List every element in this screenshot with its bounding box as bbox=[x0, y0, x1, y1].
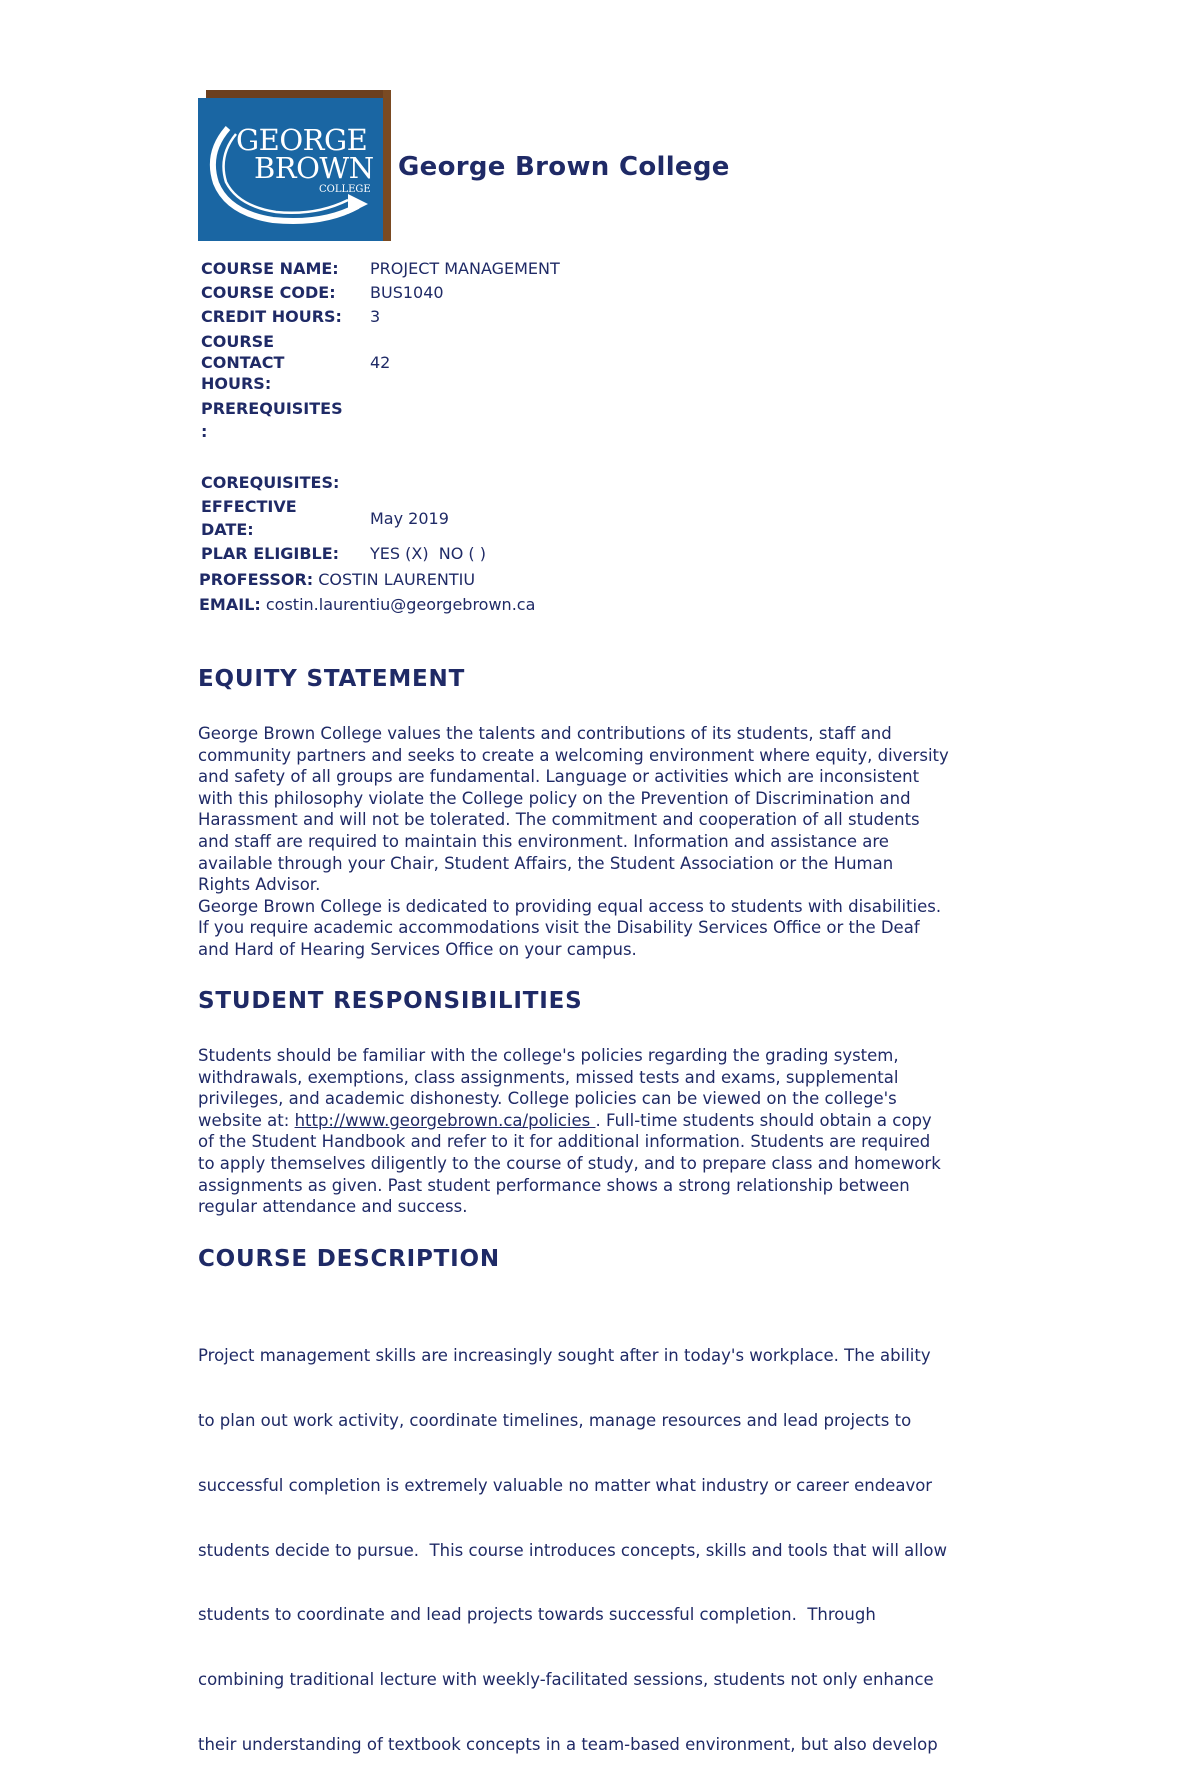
logo-shadow-top bbox=[206, 90, 391, 98]
email-label: EMAIL: bbox=[199, 595, 261, 614]
responsibilities-line4-prefix: website at: bbox=[198, 1110, 295, 1130]
prerequisites-label-line1: PREREQUISITES bbox=[201, 399, 343, 418]
equity-line: Rights Advisor. bbox=[198, 875, 321, 895]
course-code-value: BUS1040 bbox=[370, 283, 444, 302]
responsibilities-line: of the Student Handbook and refer to it for additional information. Students are required bbox=[198, 1132, 931, 1152]
corequisites-label: COREQUISITES: bbox=[201, 473, 340, 492]
equity-line: Harassment and will not be tolerated. The commitment and cooperation of all students bbox=[198, 810, 920, 830]
course-description-heading: COURSE DESCRIPTION bbox=[198, 1246, 500, 1272]
policies-link[interactable]: http://www.georgebrown.ca/policies bbox=[294, 1110, 596, 1130]
professor-value: COSTIN LAURENTIU bbox=[318, 570, 476, 589]
contact-hours-label-line2: CONTACT bbox=[201, 353, 285, 372]
credit-hours-label: CREDIT HOURS: bbox=[201, 307, 342, 326]
equity-line: If you require academic accommodations visit the Disability Services Office or the Deaf bbox=[198, 918, 920, 938]
description-line: successful completion is extremely valuable no matter what industry or career endeavor bbox=[198, 1475, 933, 1495]
logo-text-george: GEORGE bbox=[236, 123, 368, 157]
email-row bbox=[199, 594, 535, 615]
equity-line: George Brown College values the talents and contributions of its students, staff and bbox=[198, 724, 892, 743]
description-line: their understanding of textbook concepts in a team-based environment, but also develop bbox=[198, 1734, 938, 1754]
credit-hours-value: 3 bbox=[370, 307, 381, 326]
responsibilities-line: Students should be familiar with the college's policies regarding the grading system, bbox=[198, 1046, 899, 1065]
description-line: to plan out work activity, coordinate timelines, manage resources and lead projects to bbox=[198, 1410, 912, 1430]
responsibilities-line4-suffix: . Full-time students should obtain a copy bbox=[595, 1110, 932, 1130]
professor-row bbox=[199, 569, 475, 590]
description-line: students decide to pursue. This course introduces concepts, skills and tools that will allow bbox=[198, 1540, 948, 1560]
plar-eligible-label: PLAR ELIGIBLE: bbox=[201, 544, 340, 563]
responsibilities-line: to apply themselves diligently to the course of study, and to prepare class and homework bbox=[198, 1153, 941, 1173]
responsibilities-line: assignments as given. Past student performance shows a strong relationship between bbox=[198, 1175, 910, 1195]
professor-label: PROFESSOR: bbox=[199, 570, 314, 589]
equity-line: and Hard of Hearing Services Office on your campus. bbox=[198, 939, 637, 959]
description-line: students to coordinate and lead projects towards successful completion. Through bbox=[198, 1605, 876, 1625]
description-line: combining traditional lecture with weekly-facilitated sessions, students not only enhance bbox=[198, 1670, 934, 1690]
logo-box bbox=[198, 98, 383, 241]
student-responsibilities-body bbox=[198, 1045, 1018, 1218]
logo-shadow-right bbox=[383, 90, 391, 241]
logo-text-brown: BROWN bbox=[254, 151, 374, 185]
equity-statement-heading: EQUITY STATEMENT bbox=[198, 666, 466, 692]
equity-line: with this philosophy violate the College policy on the Prevention of Discrimination and bbox=[198, 788, 911, 808]
effective-date-label-line1: EFFECTIVE bbox=[201, 497, 297, 516]
equity-line: George Brown College is dedicated to providing equal access to students with disabilities. bbox=[198, 896, 942, 916]
responsibilities-line: regular attendance and success. bbox=[198, 1197, 468, 1217]
equity-statement-body bbox=[198, 723, 1018, 961]
contact-hours-value: 42 bbox=[370, 353, 391, 372]
equity-line: and staff are required to maintain this environment. Information and assistance are bbox=[198, 831, 889, 851]
responsibilities-line-with-link bbox=[198, 1110, 1018, 1132]
course-name-value: PROJECT MANAGEMENT bbox=[370, 259, 560, 278]
responsibilities-line: privileges, and academic dishonesty. College policies can be viewed on the college's bbox=[198, 1089, 897, 1109]
college-title: George Brown College bbox=[398, 152, 730, 182]
college-logo bbox=[198, 90, 391, 241]
plar-eligible-value: YES (X) NO ( ) bbox=[370, 544, 486, 563]
effective-date-label-line2: DATE: bbox=[201, 520, 254, 539]
equity-line: and safety of all groups are fundamental. Language or activities which are inconsistent bbox=[198, 767, 920, 787]
description-line: Project management skills are increasingly sought after in today's workplace. The ability bbox=[198, 1346, 931, 1366]
course-code-label: COURSE CODE: bbox=[201, 283, 336, 302]
course-description-body bbox=[198, 1302, 1018, 1777]
course-name-label: COURSE NAME: bbox=[201, 259, 339, 278]
email-value: costin.laurentiu@georgebrown.ca bbox=[265, 595, 536, 614]
contact-hours-label-line1: COURSE bbox=[201, 332, 275, 351]
logo-text-college: COLLEGE bbox=[319, 184, 371, 195]
contact-hours-label-line3: HOURS: bbox=[201, 374, 272, 393]
equity-line: available through your Chair, Student Affairs, the Student Association or the Human bbox=[198, 853, 894, 873]
effective-date-value: May 2019 bbox=[370, 509, 449, 528]
equity-line: community partners and seeks to create a welcoming environment where equity, diversity bbox=[198, 745, 949, 765]
student-responsibilities-heading: STUDENT RESPONSIBILITIES bbox=[198, 988, 583, 1014]
prerequisites-label-line2: : bbox=[201, 422, 208, 441]
responsibilities-line: withdrawals, exemptions, class assignments, missed tests and exams, supplemental bbox=[198, 1067, 899, 1087]
